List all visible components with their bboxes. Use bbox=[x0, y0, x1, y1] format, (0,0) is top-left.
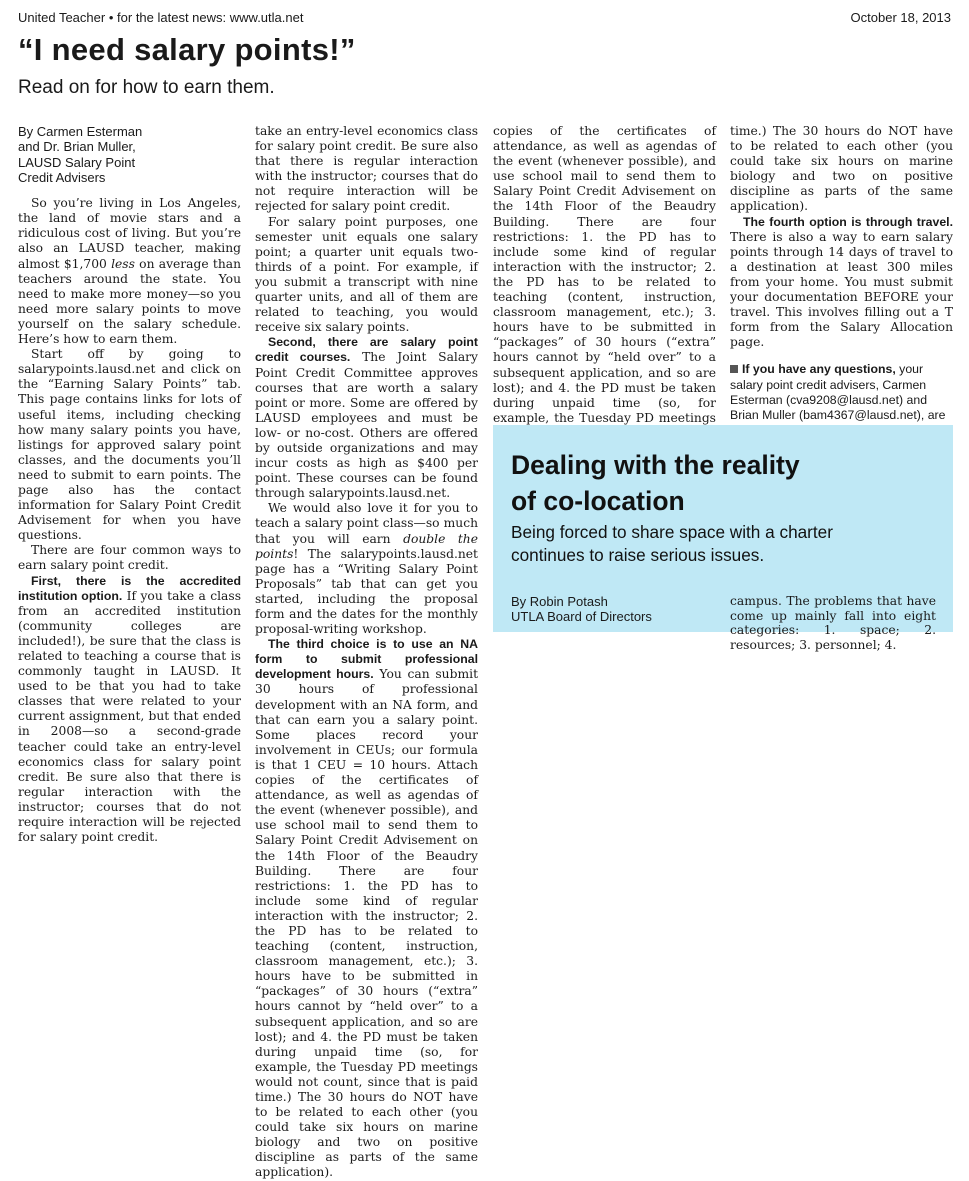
colocation-deck: Being forced to share space with a charter continues to raise serious issues. bbox=[511, 522, 833, 565]
first-option-lead: First, there is the accredited institution option. bbox=[18, 573, 241, 603]
running-header bbox=[18, 10, 303, 25]
issue-date: October 18, 2013 bbox=[850, 10, 951, 25]
article-paragraph: So you’re living in Los Angeles, the land of movie stars and a ridiculous cost of living. But you’re also an LAUSD teacher, making almost $1,700 less on average than teachers around the state. You need to make more money—so you need more salary points to move yourself on the salary schedule. Here’s how to earn them. bbox=[18, 196, 241, 347]
questions-paragraph: If you have any questions, your salary point credit advisers, Carmen Esterman (cva9208@lausd.net) and Brian Muller (bam4367@lausd.net), are bbox=[730, 362, 946, 422]
publication-name: United Teacher bbox=[18, 10, 106, 25]
byline-line: and Dr. Brian Muller, bbox=[18, 139, 136, 155]
article-paragraph: take an entry-level economics class for salary point credit. Be sure also that there is regular interaction with the instructor; courses that do not require interaction will be rejected for salary point credit. bbox=[255, 124, 478, 214]
news-link[interactable]: for the latest news: www.utla.net bbox=[117, 10, 304, 25]
second-option-lead: Second, there are salary point credit courses. bbox=[255, 335, 478, 365]
article-byline bbox=[18, 124, 241, 185]
article-paragraph: We would also love it for you to teach a salary point class—so much that you will earn double the points! The salarypoints.lausd.net page has a “Writing Salary Point Proposals” tab that can get you started, including the proposal form and the dates for the monthly proposal-writing workshop. bbox=[255, 501, 478, 637]
article-column-4 bbox=[730, 124, 953, 438]
article-paragraph: Second, there are salary point credit courses. The Joint Salary Point Credit Committee approves courses that are worth a salary point or more. Some are offered by LAUSD employees and must be low- or no-cost. Others are offered by outside organizations and may incur costs as high as $400 per point. These courses can be found through salarypoints.lausd.net. bbox=[255, 335, 478, 501]
colocation-story-box bbox=[493, 425, 953, 652]
header-separator: • bbox=[108, 10, 114, 25]
article-paragraph: First, there is the accredited institution option. If you take a class from an accredited institution (community colleges are included!), be sure that the class is related to teaching a course that is commonly taught in LAUSD. It used to be that you had to take classes that were related to your current assignment, but that ended in 2008—so a second-grade teacher could take an entry-level economics class for salary point credit. Be sure also that there is regular interaction with the instructor; courses that do not require interaction will be rejected for salary point credit. bbox=[18, 573, 242, 845]
byline-line: LAUSD Salary Point bbox=[18, 154, 136, 170]
byline-line: By Carmen Esterman bbox=[18, 124, 143, 139]
article-paragraph: Start off by going to salarypoints.lausd.net and click on the “Earning Salary Points” tab. This page contains links for lots of useful items, including checking how many salary points you have, listings for approved salary point classes, and the documents you’ll need to submit to earn points. The page also has the contact information for Salary Point Credit Advisement for when you have questions. bbox=[18, 347, 241, 543]
colocation-byline: By Robin Potash UTLA Board of Directors bbox=[511, 594, 652, 625]
headline: “I need salary points!” bbox=[18, 32, 356, 67]
article-column-1 bbox=[18, 124, 242, 845]
third-option-lead: The third choice is to use an NA form to submit professional development hours. bbox=[255, 637, 478, 682]
questions-lead: If you have any questions, bbox=[742, 362, 896, 377]
article-paragraph: For salary point purposes, one semester unit equals one salary point; a quarter unit equals two-thirds of a point. For example, if you submit a transcript with nine quarter units, and all of them are related to teaching, you would receive six salary points. bbox=[255, 214, 478, 335]
colocation-headline: Dealing with the reality of co-location bbox=[511, 450, 800, 516]
article-column-2 bbox=[255, 124, 479, 1180]
byline-line: Credit Advisers bbox=[18, 169, 106, 185]
article-paragraph: The third choice is to use an NA form to submit professional development hours. You can submit 30 hours of professional development with an NA form, and that can earn you a salary point. Some places record your involvement in CEUs; our formula is that 1 CEU = 10 hours. Attach copies of the certificates of attendance, as well as agendas of the event (whenever possible), and use school mail to send them to Salary Point Credit Advisement on the 14th Floor of the Beaudry Building. There are four restrictions: 1. the PD has to include some kind of regular interaction with the instructor; 2. the PD has to be related to teaching (content, instruction, classroom management, etc.); 3. hours have to be submitted in “packages” of 30 hours (“extra” hours cannot by “held over” to a subsequent application, and so are lost); and 4. the PD must be taken during unpaid time (so, for example, the Tuesday PD meetings would not count, since that is paid time.) The 30 hours do NOT have to be related to each other (you could take six hours on marine biology and two on positive discipline as parts of the same application). bbox=[255, 637, 479, 1180]
article-paragraph: There are four common ways to earn salary point credit. bbox=[18, 543, 241, 573]
colocation-body-text: campus. The problems that have come up mainly fall into eight categories: 1. space; 2. resources; 3. personnel; 4. bbox=[730, 594, 936, 652]
article-paragraph: copies of the certificates of attendance, as well as agendas of the event (whenever possible), and use school mail to send them to Salary Point Credit Advisement on the 14th Floor of the Beaudry Building. There are four restrictions: 1. the PD has to include some kind of regular interaction with the instructor; 2. the PD has to be related to teaching (content, instruction, classroom management, etc.); 3. hours have to be submitted in “packages” of 30 hours (“extra” hours cannot by “held over” to a subsequent application, and so are lost); and 4. the PD must be taken during unpaid time (so, for example, the Tuesday PD meetings bbox=[493, 124, 716, 425]
article-column-3 bbox=[493, 124, 716, 425]
article-paragraph: time.) The 30 hours do NOT have to be related to each other (you could take six hours on marine biology and two on positive discipline as parts of the same application). bbox=[730, 124, 953, 214]
article-paragraph: The fourth option is through travel. There is also a way to earn salary points through 14 days of travel to a destination at least 300 miles from your home. You must submit your documentation BEFORE your travel. This involves filling out a T form from the Salary Allocation page. bbox=[730, 214, 953, 350]
fourth-option-lead: The fourth option is through travel. bbox=[743, 214, 953, 229]
square-bullet-icon bbox=[730, 365, 738, 373]
article-deck: Read on for how to earn them. bbox=[18, 77, 275, 98]
